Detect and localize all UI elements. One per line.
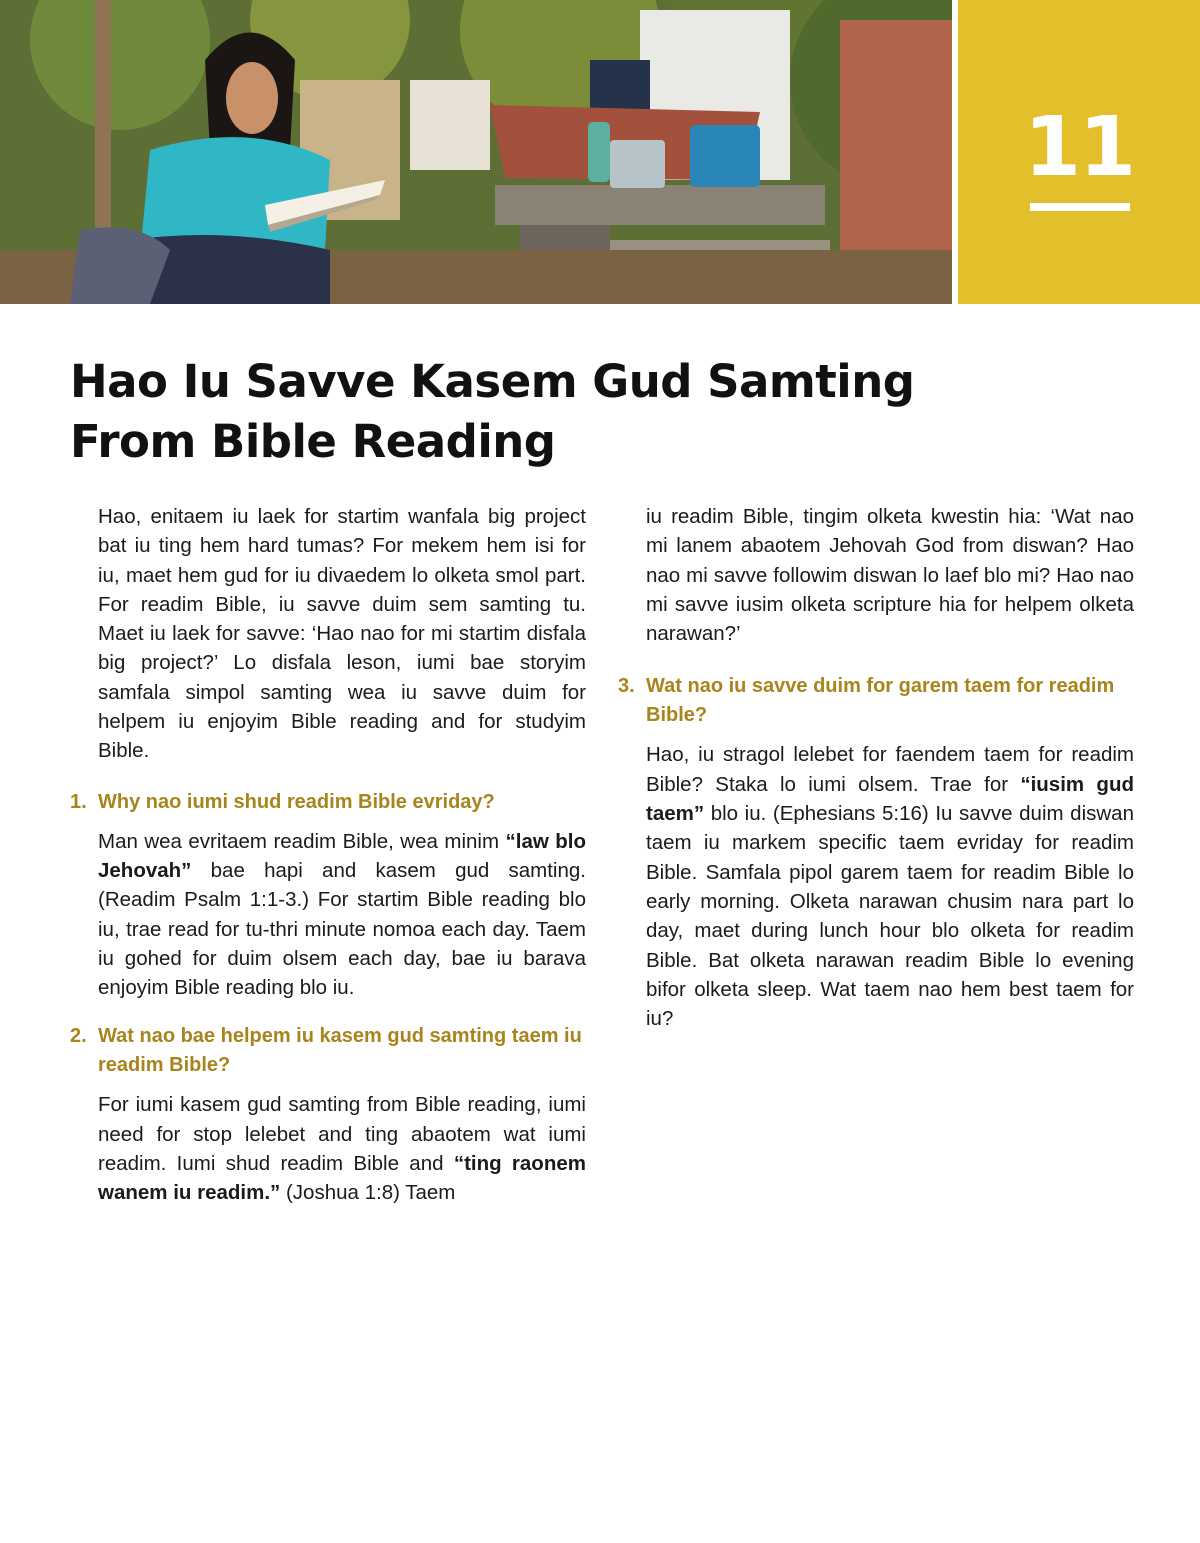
section-2-heading — [70, 1022, 586, 1080]
title-line-2: From Bible Reading — [70, 415, 556, 468]
section-3-heading-text: Wat nao iu savve duim for garem taem for readim Bible? — [646, 675, 1115, 727]
section-2-number: 2. — [70, 1025, 87, 1048]
section-2-text-b: (Joshua 1:8) Taem — [280, 1181, 456, 1205]
section-3-number: 3. — [618, 675, 635, 698]
lesson-number: 11 — [1023, 100, 1135, 195]
section-1-number: 1. — [70, 790, 87, 813]
left-column — [70, 502, 586, 1208]
section-2-text-a: For iumi kasem gud samting from Bible reading, iumi need for stop lelebet and ting abaotem wat iumi readim. Iumi shud readim Bible and — [98, 1093, 586, 1176]
section-1-text-b: bae hapi and kasem gud samting. (Readim Psalm 1:1-3.) For startim Bible reading blo iu, trae read for tu-thri minute nomoa each day. Taem iu gohed for duim olsem each day, bae iu barava enjoyim Bible reading blo iu. — [98, 858, 586, 1000]
section-1-paragraph — [98, 827, 586, 1003]
section-1-text-a: Man wea evritaem readim Bible, wea minim — [98, 829, 506, 853]
section-2-heading-text: Wat nao bae helpem iu kasem gud samting taem iu readim Bible? — [98, 1025, 582, 1077]
header-photo — [0, 0, 952, 304]
section-2-paragraph — [98, 1090, 586, 1207]
right-column — [618, 502, 1134, 1033]
section-3-text-b: blo iu. (Ephesians 5:16) Iu savve duim diswan taem iu markem specific taem evriday for readim Bible. Samfala pipol garem taem for readim Bible lo early morning. Olketa narawan chusim nara part lo day, maet during lunch hour blo olketa for readim Bible. Bat olketa narawan readim Bible lo evening bifor olketa sleep. Wat taem nao hem best taem for iu? — [646, 802, 1134, 1031]
lesson-number-panel — [958, 0, 1200, 304]
lesson-number-underline — [1030, 203, 1130, 211]
section-1-heading — [70, 788, 586, 817]
section-3-paragraph — [646, 740, 1134, 1033]
section-1-emphasis: “law blo Jehovah” — [98, 829, 586, 882]
section-2-emphasis: “ting raonem wanem iu readim.” — [98, 1152, 586, 1205]
title-line-1: Hao Iu Savve Kasem Gud Samting — [70, 355, 915, 408]
section-3-text-a: Hao, iu stragol lelebet for faendem taem for readim Bible? Staka lo iumi olsem. Trae for — [646, 743, 1134, 796]
page-title — [70, 352, 970, 472]
intro-paragraph: Hao, enitaem iu laek for startim wanfala big project bat iu ting hem hard tumas? For mekem hem isi for iu, maet hem gud for iu divaedem lo olketa smol part. For readim Bible, iu savve duim sem samting tu. Maet iu laek for savve: ‘Hao nao for mi startim disfala big project?’ Lo disfala leson, iumi bae storyim samfala simpol samting wea iu savve duim for helpem iu enjoyim Bible reading and for studyim Bible. — [98, 505, 586, 763]
section-2-paragraph-continued: iu readim Bible, tingim olketa kwestin hia: ‘Wat nao mi lanem abaotem Jehovah God from diswan? Hao nao mi savve followim diswan lo laef blo mi? Hao nao mi savve iusim olketa scripture hia for helpem olketa narawan?’ — [646, 505, 1134, 646]
section-3-heading — [618, 672, 1134, 730]
section-1-heading-text: Why nao iumi shud readim Bible evriday? — [98, 790, 495, 813]
section-3-emphasis: “iusim gud taem” — [646, 772, 1134, 826]
